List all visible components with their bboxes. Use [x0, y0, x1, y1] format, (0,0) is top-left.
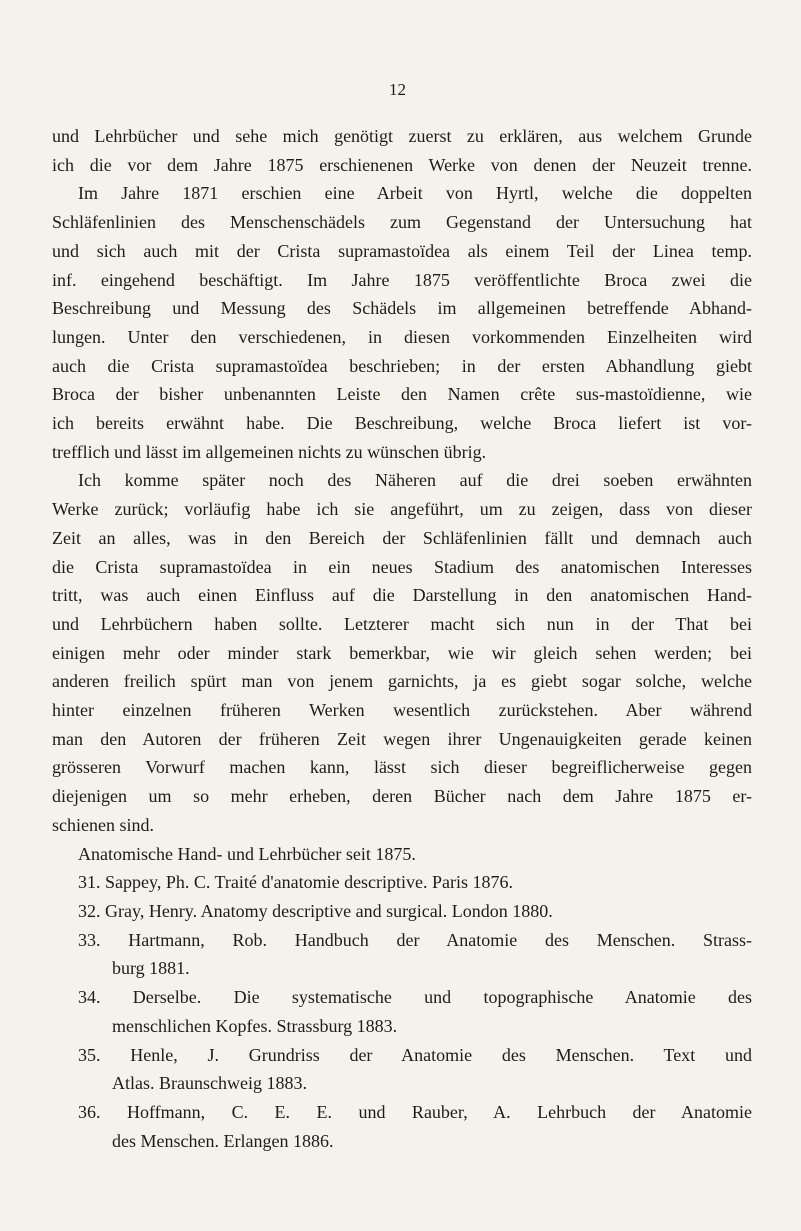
text-line: Beschreibung und Messung des Schädels im allgemeinen betreffende Abhand- [52, 298, 752, 319]
text-line: und Lehrbücher und sehe mich genötigt zuerst zu erklären, aus welchem Grunde [52, 126, 752, 146]
text-line: und Lehrbüchern haben sollte. Letzterer macht sich nun in der That bei [52, 613, 752, 634]
text-line: auch die Crista supramastoïdea beschrieben; in der ersten Abhandlung giebt [52, 355, 752, 376]
text-line: und sich auch mit der Crista supramastoïdea als einem Teil der Linea temp. [52, 240, 752, 261]
text-line: trefflich und lässt im allgemeinen nichts zu wünschen übrig. [52, 441, 487, 462]
text-line: man den Autoren der früheren Zeit wegen ihrer Ungenauigkeiten gerade keinen [52, 728, 752, 749]
text-line: 31. Sappey, Ph. C. Traité d'anatomie descriptive. Paris 1876. [78, 872, 514, 893]
text-line: burg 1881. [112, 958, 190, 979]
text-line: die Crista supramastoïdea in ein neues Stadium des anatomischen Interesses [52, 556, 752, 577]
text-line: inf. eingehend beschäftigt. Im Jahre 1875 veröffentlichte Broca zwei die [52, 269, 752, 290]
text-line: Im Jahre 1871 erschien eine Arbeit von Hyrtl, welche die doppelten [78, 183, 752, 204]
text-line: hinter einzelnen früheren Werken wesentlich zurückstehen. Aber während [52, 700, 752, 721]
text-line: einigen mehr oder minder stark bemerkbar, wie wir gleich sehen werden; bei [52, 642, 752, 663]
text-line: diejenigen um so mehr erheben, deren Bücher nach dem Jahre 1875 er- [52, 786, 752, 807]
text-line: ich bereits erwähnt habe. Die Beschreibung, welche Broca liefert ist vor- [52, 413, 752, 434]
text-line: 33. Hartmann, Rob. Handbuch der Anatomie des Menschen. Strass- [78, 929, 752, 950]
text-line: Ich komme später noch des Näheren auf die drei soeben erwähnten [78, 470, 752, 491]
text-line: lungen. Unter den verschiedenen, in diesen vorkommenden Einzelheiten wird [52, 326, 752, 347]
text-line: des Menschen. Erlangen 1886. [112, 1130, 334, 1151]
text-line: Werke zurück; vorläufig habe ich sie angeführt, um zu zeigen, dass von dieser [52, 499, 752, 520]
text-line: Zeit an alles, was in den Bereich der Schläfenlinien fällt und demnach auch [52, 527, 752, 548]
text-line: anderen freilich spürt man von jenem garnichts, ja es giebt sogar solche, welche [52, 671, 752, 692]
text-line: 36. Hoffmann, C. E. E. und Rauber, A. Lehrbuch der Anatomie [78, 1101, 752, 1122]
text-line: Broca der bisher unbenannten Leiste den Namen crête sus-mastoïdienne, wie [52, 384, 752, 405]
text-line: grösseren Vorwurf machen kann, lässt sich dieser begreiflicherweise gegen [52, 757, 752, 778]
body-text [52, 122, 752, 1155]
text-line: menschlichen Kopfes. Strassburg 1883. [112, 1015, 398, 1036]
text-line: Atlas. Braunschweig 1883. [112, 1073, 307, 1094]
text-line: tritt, was auch einen Einfluss auf die Darstellung in den anatomischen Hand- [52, 585, 752, 606]
text-line: Schläfenlinien des Menschenschädels zum Gegenstand der Untersuchung hat [52, 212, 752, 233]
text-line: 32. Gray, Henry. Anatomy descriptive and surgical. London 1880. [78, 900, 553, 921]
text-line: Anatomische Hand- und Lehrbücher seit 1875. [78, 843, 416, 864]
text-line: 35. Henle, J. Grundriss der Anatomie des Menschen. Text und [78, 1044, 752, 1065]
text-line: schienen sind. [52, 814, 154, 835]
text-line: 34. Derselbe. Die systematische und topographische Anatomie des [78, 987, 752, 1008]
text-line: ich die vor dem Jahre 1875 erschienenen Werke von denen der Neuzeit trenne. [52, 154, 752, 175]
page-number: 12 [389, 80, 406, 99]
